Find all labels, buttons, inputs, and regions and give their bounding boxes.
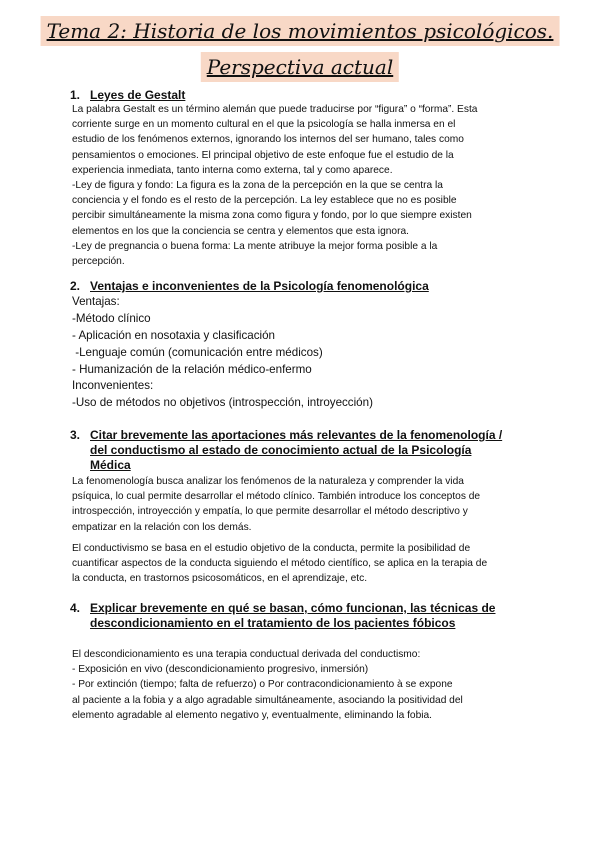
section-3-paragraph-2: [72, 541, 524, 587]
page-title-line-2: Perspectiva actual: [201, 52, 399, 82]
section-4-body: [72, 647, 524, 723]
section-2-number: 2.: [70, 279, 81, 293]
section-2-title: Ventajas e inconvenientes de la Psicología fenomenológica: [90, 279, 429, 293]
section-3-line: psíquica, lo cual permite desarrollar el método clínico. También introduce los conceptos de: [72, 491, 481, 503]
page-title-line-1: Tema 2: Historia de los movimientos psicológicos.: [41, 16, 560, 46]
section-1-line: percibir simultáneamente la misma zona como figura y fondo, por lo que siempre existen: [72, 210, 472, 222]
section-3-line: la conducta, en trastornos psicosomáticos, en el aprendizaje, etc.: [72, 573, 368, 585]
section-3-heading: [70, 428, 510, 473]
section-1-line: elementos en los que la conciencia se centra y elementos que esta ignora.: [72, 225, 409, 237]
section-1-line: conciencia y el fondo es el resto de la percepción. La ley establece que no es posible: [72, 195, 457, 207]
section-1-body: [72, 102, 524, 269]
section-3-title-line: Citar brevemente las aportaciones más relevantes de la fenomenología /: [90, 428, 503, 442]
section-1-line: percepción.: [72, 256, 125, 268]
inconveniente-item: -Uso de métodos no objetivos (introspección, introyección): [72, 396, 373, 409]
section-1-heading: [70, 88, 186, 102]
section-3-line: El conductivismo se basa en el estudio objetivo de la conducta, permite la posibilidad de: [72, 543, 471, 554]
section-2-heading: [70, 279, 429, 293]
section-2-ventajas: [72, 293, 532, 378]
ventajas-label: Ventajas:: [72, 295, 120, 308]
section-3-number: 3.: [70, 428, 81, 442]
section-4-line: elemento agradable al elemento negativo y, eventualmente, eliminando la fobia.: [72, 709, 433, 721]
inconvenientes-label: Inconvenientes:: [72, 379, 154, 392]
section-4-line: - Exposición en vivo (descondicionamiento progresivo, inmersión): [72, 664, 369, 676]
section-4-title-line: Explicar brevemente en qué se basan, cómo funcionan, las técnicas de: [90, 601, 496, 615]
ventaja-item: -Método clínico: [72, 312, 151, 325]
section-1-line: pensamientos o emociones. El principal objetivo de este enfoque fue el estudio de la: [72, 149, 454, 161]
section-3-line: cuantificar aspectos de la conducta siguiendo el método científico, se aplica en la terapia de: [72, 558, 488, 570]
section-3-line: empatizar en la relación con los demás.: [72, 521, 252, 533]
section-3-title-line: del conductismo al estado de conocimiento actual de la Psicología: [90, 443, 472, 457]
section-2-inconvenientes: [72, 377, 532, 411]
section-3-line: introspección, introyección y empatía, lo que permite desarrollar el método descriptivo y: [72, 506, 468, 518]
section-4-number: 4.: [70, 601, 81, 615]
section-4-line: El descondicionamiento es una terapia conductual derivada del conductismo:: [72, 649, 421, 660]
ventaja-item: - Aplicación en nosotaxia y clasificación: [72, 329, 275, 342]
section-1-number: 1.: [70, 88, 81, 102]
section-4-line: al paciente a la fobia y a algo agradable simultáneamente, asociando la positividad del: [72, 694, 463, 706]
section-1-line: -Ley de figura y fondo: La figura es la zona de la percepción en la que se centra la: [72, 180, 443, 192]
section-1-line: La palabra Gestalt es un término alemán que puede traducirse por “figura” o “forma”. Esta: [72, 104, 478, 115]
section-4-title-line: descondicionamiento en el tratamiento de los pacientes fóbicos: [90, 616, 456, 630]
section-3-line: La fenomenología busca analizar los fenómenos de la naturaleza y comprender la vida: [72, 476, 464, 487]
section-1-line: experiencia inmediata, tanto interna como externa, tal y como aparece.: [72, 164, 393, 176]
section-1-line: -Ley de pregnancia o buena forma: La mente atribuye la mejor forma posible a la: [72, 240, 438, 252]
section-4-heading: [70, 601, 510, 631]
section-1-line: estudio de los fenómenos externos, ignorando los internos del ser humano, tales como: [72, 134, 464, 146]
section-3-paragraph-1: [72, 474, 524, 535]
ventaja-item: - Humanización de la relación médico-enfermo: [72, 363, 312, 376]
section-3-title-line: Médica: [90, 458, 131, 472]
ventaja-item: -Lenguaje común (comunicación entre médicos): [72, 346, 323, 359]
section-4-line: - Por extinción (tiempo; falta de refuerzo) o Por contracondicionamiento à se expone: [72, 679, 453, 691]
section-1-title: Leyes de Gestalt: [90, 88, 186, 102]
section-1-line: corriente surge en un momento cultural en el que la psicología se halla inmersa en el: [72, 119, 456, 131]
